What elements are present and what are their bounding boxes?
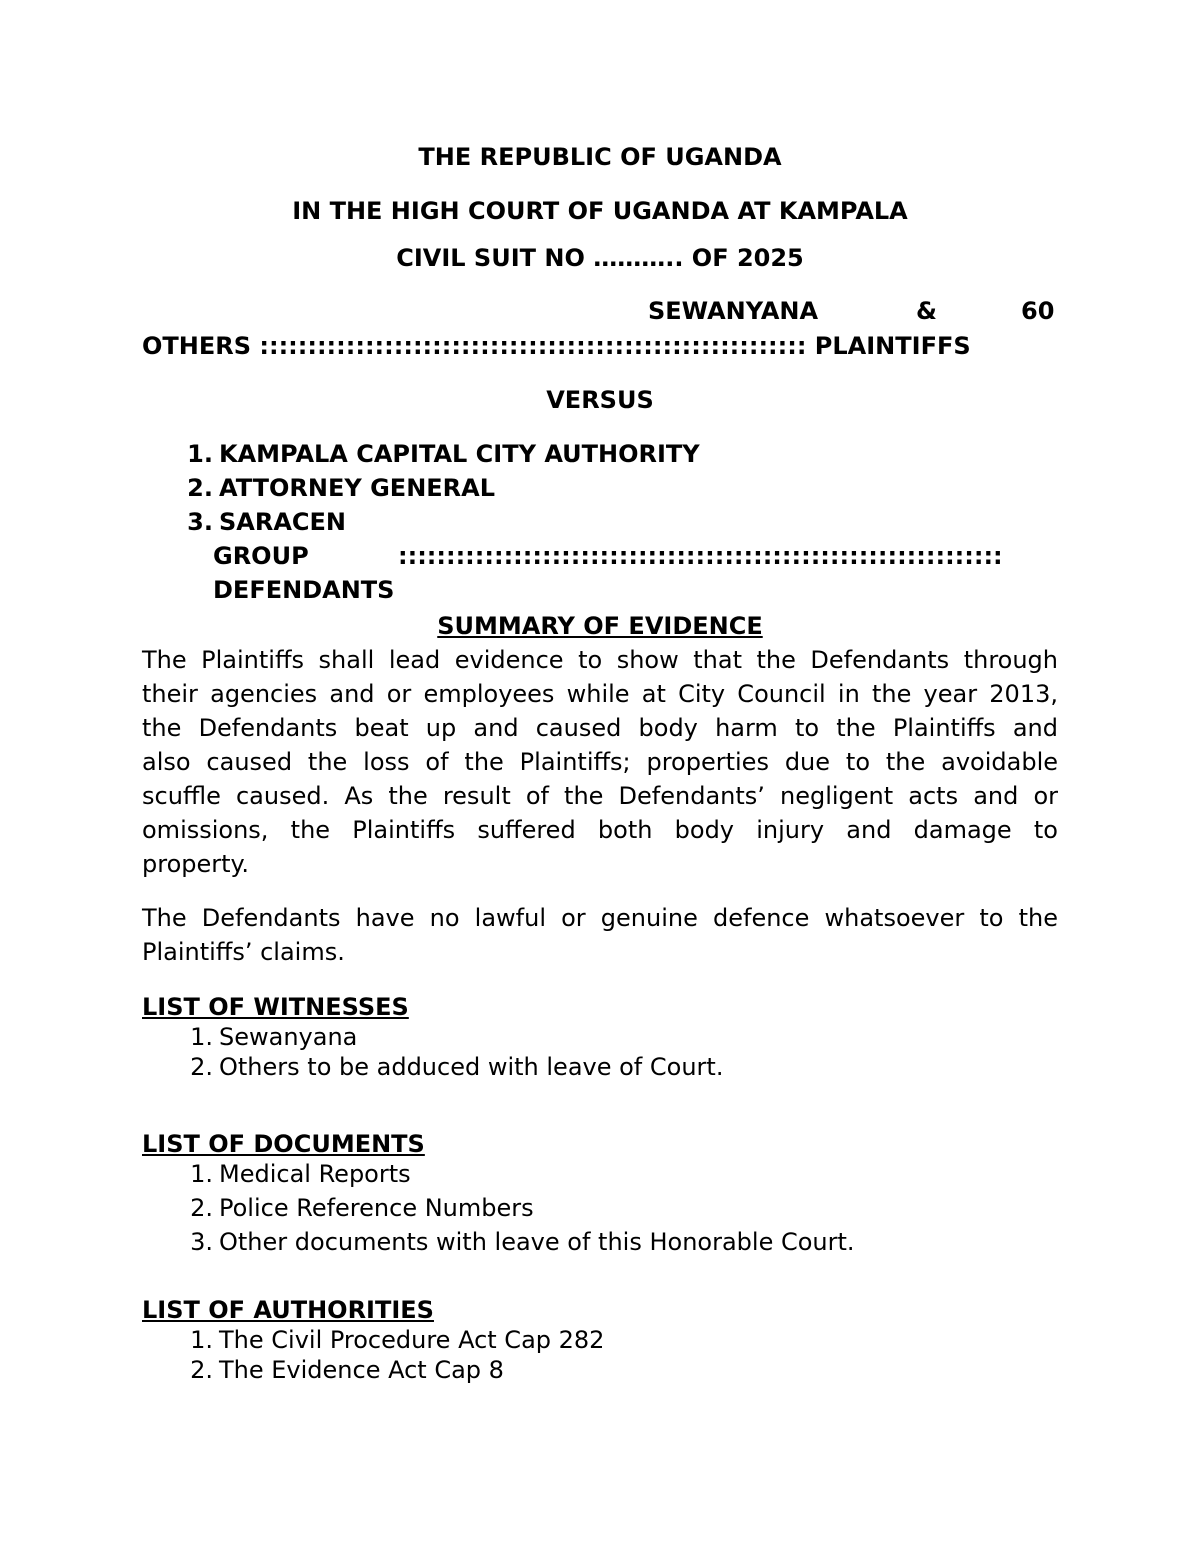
item-number: 1. [190, 1023, 213, 1051]
list-item [175, 1157, 411, 1191]
item-number: 1. [190, 1326, 213, 1354]
suit-number: CIVIL SUIT NO ……….. OF 2025 [396, 244, 804, 272]
item-text: Police Reference Numbers [219, 1194, 534, 1222]
item-number: 3. [190, 1228, 213, 1256]
item-text: The Civil Procedure Act Cap 282 [219, 1326, 605, 1354]
defendant-colons: ::::::::::::::::::::::::::::::::::::::::::::::::::::::::::::::: [398, 542, 1003, 570]
defendant-number: 2. [187, 474, 213, 502]
versus-label: VERSUS [546, 386, 654, 414]
plaintiff-ampersand: & [916, 297, 937, 325]
summary-paragraph-1 [142, 643, 1058, 881]
paragraph-line: The Plaintiffs shall lead evidence to show that the Defendants through [142, 646, 1058, 674]
item-text: Medical Reports [219, 1160, 411, 1188]
defendant-name: ATTORNEY GENERAL [219, 474, 496, 502]
item-text: Sewanyana [219, 1023, 358, 1051]
defendants-label: DEFENDANTS [213, 576, 395, 604]
paragraph-line: also caused the loss of the Plaintiffs; properties due to the avoidable [142, 748, 1058, 776]
item-number: 2. [190, 1194, 213, 1222]
item-text: Others to be adduced with leave of Court. [219, 1053, 724, 1081]
item-number: 2. [190, 1356, 213, 1384]
list-item [175, 1020, 357, 1054]
defendant-group-word: GROUP [213, 542, 309, 570]
court-title: IN THE HIGH COURT OF UGANDA AT KAMPALA [292, 197, 908, 225]
list-item [175, 1225, 855, 1259]
defendant-item [175, 471, 495, 505]
plaintiff-count: 60 [1021, 297, 1055, 325]
summary-paragraph-2 [142, 901, 1058, 969]
list-item [175, 1050, 723, 1084]
paragraph-line: scuffle caused. As the result of the Defendants’ negligent acts and or [142, 782, 1058, 810]
list-item [175, 1353, 504, 1387]
item-text: Other documents with leave of this Honorable Court. [219, 1228, 855, 1256]
summary-heading: SUMMARY OF EVIDENCE [437, 612, 763, 640]
paragraph-line: Plaintiffs’ claims. [142, 938, 345, 966]
witnesses-heading: LIST OF WITNESSES [142, 993, 409, 1021]
defendant-number: 1. [187, 440, 213, 468]
defendant-number: 3. [187, 508, 213, 536]
defendant-item [175, 437, 700, 471]
list-item [175, 1191, 534, 1225]
paragraph-line: their agencies and or employees while at City Council in the year 2013, [142, 680, 1058, 708]
defendant-item [175, 505, 346, 539]
defendant-name: SARACEN [219, 508, 347, 536]
documents-heading: LIST OF DOCUMENTS [142, 1130, 425, 1158]
republic-title: THE REPUBLIC OF UGANDA [418, 143, 782, 171]
item-number: 1. [190, 1160, 213, 1188]
plaintiff-line: OTHERS ::::::::::::::::::::::::::::::::::::::::::::::::::::::::: PLAINTIFFS [142, 332, 971, 360]
paragraph-line: The Defendants have no lawful or genuine defence whatsoever to the [142, 904, 1058, 932]
authorities-heading: LIST OF AUTHORITIES [142, 1296, 434, 1324]
paragraph-line: omissions, the Plaintiffs suffered both body injury and damage to [142, 816, 1058, 844]
defendant-name: KAMPALA CAPITAL CITY AUTHORITY [219, 440, 700, 468]
item-number: 2. [190, 1053, 213, 1081]
paragraph-line: the Defendants beat up and caused body harm to the Plaintiffs and [142, 714, 1058, 742]
plaintiff-name: SEWANYANA [648, 297, 819, 325]
list-item [175, 1323, 604, 1357]
item-text: The Evidence Act Cap 8 [219, 1356, 504, 1384]
paragraph-line: property. [142, 850, 249, 878]
